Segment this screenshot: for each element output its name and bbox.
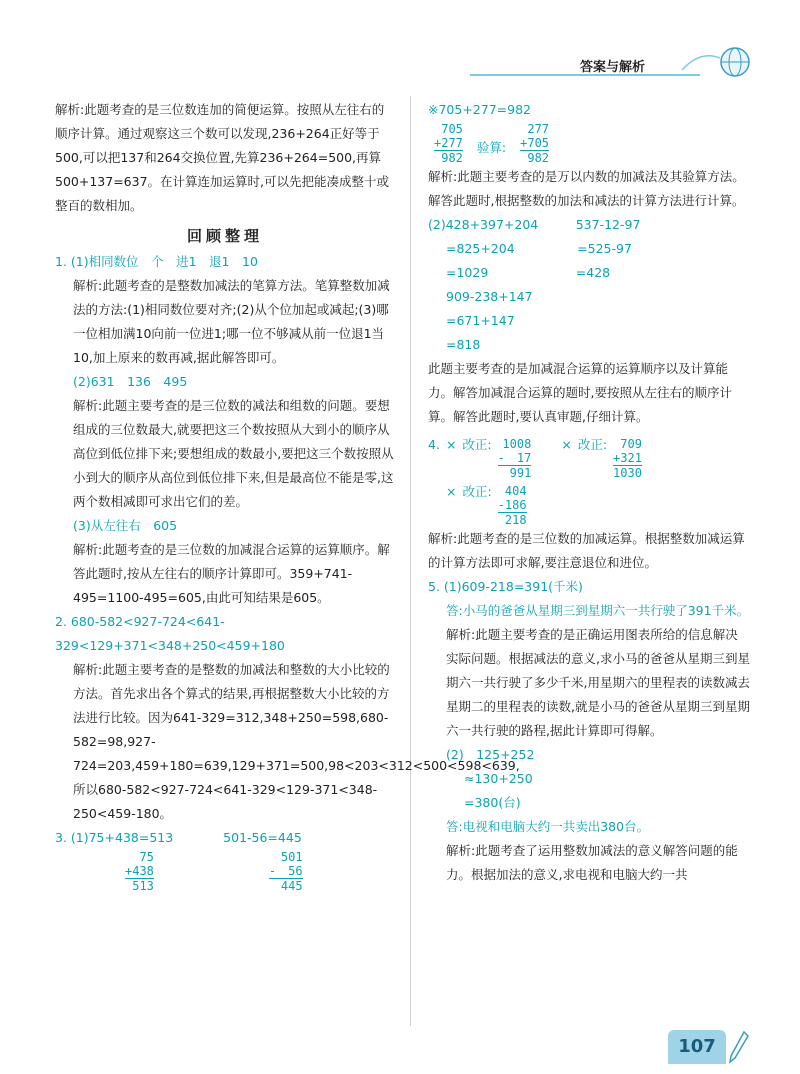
answer-line: ※705+277=982 xyxy=(428,102,531,117)
correction-label: 改正: xyxy=(577,437,608,452)
calc-line: =380(台) xyxy=(464,795,521,810)
cross-mark-icon: × xyxy=(445,437,457,452)
answer-line: (3)从左往右 605 xyxy=(73,518,178,533)
explanation: 解析:此题主要考查的是万以内数的加减法及其验算方法。解答此题时,根据整数的加法和减法的计算方法进行计算。 xyxy=(428,169,745,208)
correction-label: 改正: xyxy=(462,437,492,452)
answer-line: (2)631 136 495 xyxy=(73,374,188,389)
answer-line: 2. 680-582<927-724<641-329<129+371<348+250<459+180 xyxy=(55,614,285,653)
vertical-calculation: 501 - 56 445 xyxy=(268,850,303,893)
globe-logo-icon xyxy=(680,40,750,85)
explanation: 解析:此题主要考查的是正确运用图表所给的信息解决实际问题。根据减法的意义,求小马的爸爸从星期三到星期六一共行驶了多少千米,用星期六的里程表的读数减去星期二的里程表的读数,就是小马的爸爸从星期三到星期六一共行驶的路程,据此计算即可得解。 xyxy=(446,627,750,738)
pencil-icon xyxy=(728,1030,750,1064)
explanation: 解析:此题主要考查的是整数的加减法和整数的大小比较的方法。首先求出各个算式的结果,再根据整数大小比较的方法进行比较。因为641-329=312,348+250=598,680-582=98,927-724=203,459+180=639,129+371=500,98<203<312<500<598<639,所以680-582<927-724<641-329<129-371<348-250<459-180。 xyxy=(73,662,520,821)
explanation: 解析:此题考查了运用整数加减法的意义解答问题的能力。根据加法的意义,求电视和电脑大约一共 xyxy=(446,843,738,882)
vertical-calculation: 705 +277 982 xyxy=(434,122,463,165)
explanation: 此题主要考查的是加减混合运算的运算顺序以及计算能力。解答加减混合运算的题时,要按照从左往右的顺序计算。解答此题时,要认真审题,仔细计算。 xyxy=(428,361,732,424)
question-number: 4. xyxy=(428,437,440,452)
calc-row xyxy=(428,122,750,165)
correction-row xyxy=(446,480,750,527)
correction-label: 改正: xyxy=(462,484,492,499)
explanation: 解析:此题考查的是三位数的加减混合运算的运算顺序。解答此题时,按从左往右的顺序计算即可。359+741-495=1100-495=605,由此可知结果是605。 xyxy=(73,542,390,605)
explanation: 解析:此题主要考查的是三位数的减法和组数的问题。要想组成的三位数最大,就要把这三个数按照从大到小的顺序从高位到低位排下来;要想组成的数最小,要把这三个数按照从小到大的顺序从高位到低位排下来,但是最高位不能是零,这两个数相减即可求出它们的差。 xyxy=(73,398,394,509)
right-column xyxy=(428,98,750,887)
explanation: 解析:此题考查的是整数加减法的笔算方法。笔算整数加减法的方法:(1)相同数位要对齐;(2)从个位加起或减起;(3)哪一位相加满10向前一位进1;哪一位不够减从前一位退1当10,加上原来的数再减,据此解答即可。 xyxy=(73,278,390,365)
calc-line: =1029 =428 xyxy=(446,265,611,280)
correction-row xyxy=(428,433,750,480)
calc-line: (2)428+397+204 537-12-97 xyxy=(428,217,641,232)
vertical-calculation: 75 +438 513 xyxy=(125,850,154,893)
page-number: 107 xyxy=(668,1030,726,1064)
vertical-calculation: 709 +321 1030 xyxy=(613,437,642,480)
header-title: 答案与解析 xyxy=(580,60,646,75)
answer-line: 3. (1)75+438=513 501-56=445 xyxy=(55,830,302,845)
column-divider xyxy=(410,96,411,1026)
calc-line: =671+147 xyxy=(446,313,515,328)
calc-line: ≈130+250 xyxy=(464,771,533,786)
calc-line: =825+204 =525-97 xyxy=(446,241,632,256)
explanation: 解析:此题考查的是三位数的加减运算。根据整数加减运算的计算方法即可求解,要注意退位和进位。 xyxy=(428,531,745,570)
answer-statement: 答:小马的爸爸从星期三到星期六一共行驶了391千米。 xyxy=(446,603,750,618)
paragraph: 解析:此题考查的是三位数连加的简便运算。按照从左往右的顺序计算。通过观察这三个数可以发现,236+264正好等于500,可以把137和264交换位置,先算236+264=500,再算500+137=637。在计算连加运算时,可以先把能凑成整十或整百的数相加。 xyxy=(55,102,389,213)
calc-line: =818 xyxy=(446,337,481,352)
vertical-calculation: 277 +705 982 xyxy=(520,122,550,165)
calc-line: 909-238+147 xyxy=(446,289,533,304)
cross-mark-icon: × xyxy=(561,437,572,452)
section-title: 回顾整理 xyxy=(186,227,263,245)
vertical-calculation: 404 -186 218 xyxy=(497,484,527,527)
calc-line: (2) 125+252 xyxy=(446,747,535,762)
answer-line: 1. (1)相同数位 个 进1 退1 10 xyxy=(55,254,258,269)
check-label: 验算: xyxy=(476,140,507,155)
answer-statement: 答:电视和电脑大约一共卖出380台。 xyxy=(446,819,650,834)
cross-mark-icon: × xyxy=(446,484,457,499)
vertical-calculation: 1008 - 17 991 xyxy=(497,437,532,480)
answer-line: 5. (1)609-218=391(千米) xyxy=(428,579,583,594)
